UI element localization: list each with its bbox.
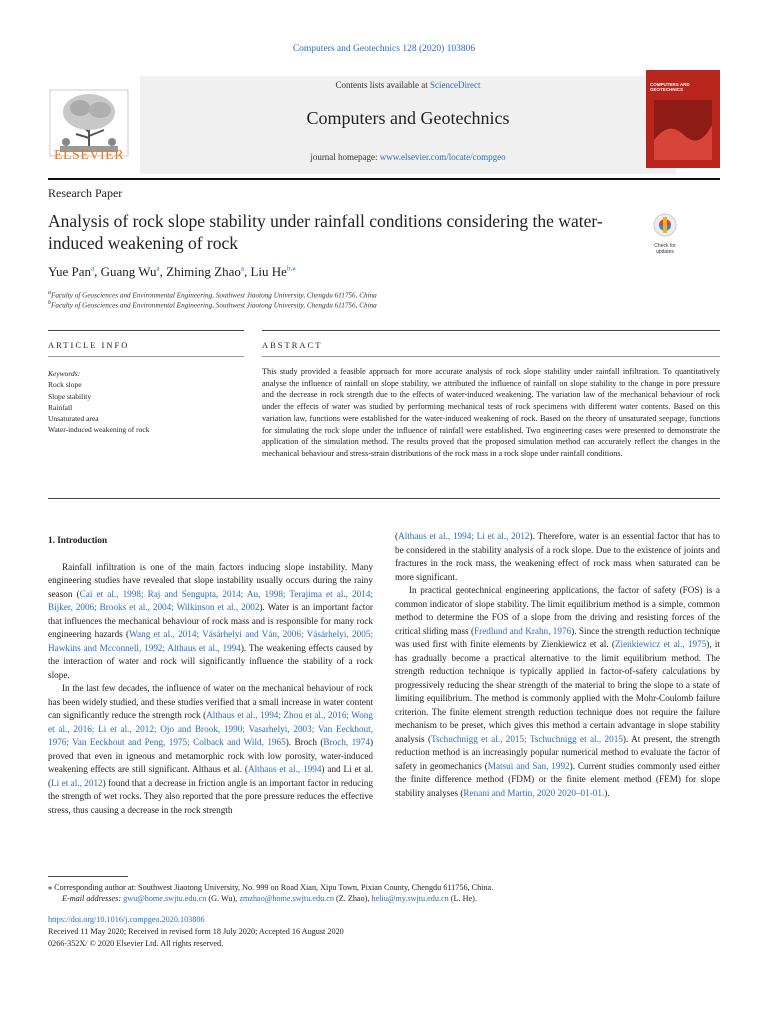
email-link[interactable]: heliu@my.swjtu.edu.cn xyxy=(371,894,449,903)
email-addresses: E-mail addresses: gwu@home.swjtu.edu.cn (G. Wu), zmzhao@home.swjtu.edu.cn (Z. Zhao), heliu@my.swjtu.edu.cn (L. He). xyxy=(62,894,477,903)
keywords-label: Keywords: xyxy=(48,369,81,378)
homepage-line xyxy=(140,152,676,162)
author-name[interactable]: Liu He xyxy=(250,264,287,279)
body-column-left xyxy=(48,534,373,817)
abstract-bottom-rule xyxy=(48,498,720,499)
abstract-heading: ABSTRACT xyxy=(262,340,323,350)
article-info-top-rule xyxy=(48,330,244,331)
author-affiliation-mark[interactable]: b,⁎ xyxy=(286,264,296,273)
text-run: ). xyxy=(604,787,610,798)
doi-text[interactable]: https://doi.org/10.1016/j.compgeo.2020.103806 xyxy=(48,915,205,924)
author-list: Yue Pan$^a$, Guang Wu$^a$, Zhiming Zhao$^a$, Liu $He^{b,⁎}$ xyxy=(48,264,296,279)
author-affiliation-mark[interactable]: a xyxy=(156,264,160,273)
article-info-heading: ARTICLE INFO xyxy=(48,340,130,350)
affiliation-text: Faculty of Geosciences and Environmental Engineering, Southwest Jiaotong University, Chengdu 611756, China xyxy=(51,301,377,310)
journal-cover-image[interactable] xyxy=(646,70,720,168)
citation-link[interactable]: Cai et al., 1998; Raj and Sengupta, 2014; Au, 1998; Terajima et al., 2014; Bijker, 2006; Brooks et al., 2004; Wilkinson et al., 2002 xyxy=(48,588,373,612)
crossmark-icon xyxy=(646,212,684,238)
keyword-item: Unsaturated area xyxy=(48,414,99,424)
corresponding-author-note: ⁎ Corresponding author at: Southwest Jiaotong University, No. 999 on Road Xian, Xipu Town, Pixian County, Chengdu 611756, China. xyxy=(48,883,494,892)
abstract-top-rule xyxy=(262,330,720,331)
citation-link[interactable]: Li et al., 2012 xyxy=(51,777,103,788)
text-run: ( xyxy=(395,531,399,541)
text-run: ). Broch ( xyxy=(285,737,324,747)
journal-reference[interactable]: Computers and Geotechnics 128 (2020) 103806 xyxy=(292,44,476,54)
abstract-sub-rule xyxy=(262,356,720,357)
keywords-block xyxy=(48,368,150,436)
received-dates: Received 11 May 2020; Received in revised form 18 July 2020; Accepted 16 August 2020 xyxy=(48,927,344,936)
text-run: ). Water is an important factor that influences the mechanical behaviour of rock mass and is responsible for many rock engineering hazards ( xyxy=(48,602,373,639)
text-run: ). Therefore, water is an essential factor that has to be considered in the stability analysis of a rock slope. Due to the existence of joints and fractures in the rock mass, the weakening effect of rock mass when saturated can be more significant. xyxy=(395,531,720,582)
cover-title: COMPUTERS AND GEOTECHNICS xyxy=(650,82,690,92)
homepage-prefix: journal homepage: xyxy=(310,152,380,162)
citation-link[interactable]: Althaus et al., 1994 xyxy=(247,764,322,774)
paragraph xyxy=(48,682,373,817)
citation-link[interactable]: Althaus et al., 1994; Zhou et al., 2016; Wong et al., 2016; Li et al., 2012; Ojo and Brook, 1990; Vasarhelyi, 2003; Van Eeckhout, 1976; Van Eeckhout and Peng, 1975; Colback and Wild, 1965 xyxy=(48,710,373,747)
text-run: ). The weakening effects caused by the interaction of water and rock will significantly influence the stability of a rock slope. xyxy=(48,642,373,680)
text-run: ). At present, the strength reduction method is an increasingly popular numerical method to evaluate the factor of safety in geomechanics ( xyxy=(395,733,720,771)
footnote-rule xyxy=(48,876,128,877)
affiliation-mark: a xyxy=(48,290,51,296)
crossmark-label: Check for updates xyxy=(654,243,676,255)
article-info-sub-rule xyxy=(48,356,244,357)
body-column-right xyxy=(395,530,720,800)
text-run: ). Current studies commonly used either the finite difference method (FDM) or the finite element method (FEM) for slope stability analyses ( xyxy=(395,760,720,798)
email-label: E-mail addresses: xyxy=(62,894,124,903)
citation-link[interactable]: Broch, 1974 xyxy=(323,737,370,747)
text-run: ) found that a decrease in friction angle is an important factor in reducing the strength of wet rocks. They also reported that the pore pressure reduces the effective stress, thus causing a decrease in the rock strength xyxy=(48,777,373,815)
citation-link[interactable]: Matsui and San, 1992 xyxy=(487,760,570,771)
contents-prefix: Contents lists available at xyxy=(335,80,430,90)
affiliation-text: Faculty of Geosciences and Environmental Engineering, Southwest Jiaotong University, Chengdu 611756, China xyxy=(51,291,377,300)
check-for-updates-badge[interactable] xyxy=(646,212,684,255)
citation-link[interactable]: Tschuchnigg et al., 2015; Tschuchnigg et al., 2015 xyxy=(431,733,623,744)
email-link[interactable]: zmzhao@home.swjtu.edu.cn xyxy=(239,894,334,903)
homepage-link[interactable]: www.elsevier.com/locate/compgeo xyxy=(379,152,506,162)
publisher-wordmark: ELSEVIER xyxy=(53,148,125,163)
text-run: In practical geotechnical engineering applications, the factor of safety (FOS) is a common indicator of slope stability. The limit equilibrium method is a simple, common method to determine the FOS of a slope from the driving and resisting forces of the critical sliding mass ( xyxy=(395,585,720,636)
citation-link[interactable]: Althaus et al., 1994; Li et al., 2012 xyxy=(398,531,530,541)
text-run: Rainfall infiltration is one of the main factors inducing slope instability. Many engineering studies have revealed that slope instability usually occurs during the rainy season ( xyxy=(48,561,373,599)
author-affiliation-mark[interactable]: a xyxy=(90,264,95,273)
journal-name: Computers and Geotechnics xyxy=(306,108,510,128)
author-name[interactable]: Zhiming Zhao xyxy=(166,264,241,279)
citation-link[interactable]: Fredlund and Krahn, 1976 xyxy=(474,625,572,636)
sciencedirect-link[interactable]: ScienceDirect xyxy=(430,80,481,90)
citation-link[interactable]: Zienkiewicz et al., 1975 xyxy=(614,639,707,649)
text-run: ) and Li et al. ( xyxy=(48,764,373,788)
contents-line xyxy=(140,80,676,90)
text-run: ), it has gradually become a practical alternative to the limit equilibrium method. The strength reduction technique is typically applied in factor-of-safety calculations by progressively reducing the shear strength of the material to bring the slope to a state of limiting equilibrium. The method is commonly applied with the Mohr-Coulomb failure criterion. The finite element strength reduction technique does not require the failure mechanism to be preset, which gives this method a certain advantage in slope stability analysis ( xyxy=(395,639,720,744)
section-heading-introduction: 1. Introduction xyxy=(48,535,108,545)
paragraph xyxy=(395,584,720,800)
journal-banner xyxy=(48,76,720,174)
keyword-item: Rock slope xyxy=(48,380,82,390)
author-name[interactable]: Guang Wu xyxy=(100,264,157,279)
citation-link[interactable]: Renani and Martin, 2020 2020–01-01. xyxy=(463,787,605,798)
keyword-item: Slope stability xyxy=(48,391,92,401)
header-rule xyxy=(48,178,720,180)
text-run: ) proved that even in igneous and metamorphic rock with low porosity, water-induced weakening effects are still significant. Althaus et al. ( xyxy=(48,737,374,774)
affiliation-b xyxy=(48,300,377,309)
cover-graphic xyxy=(654,100,712,160)
banner-center xyxy=(140,76,676,174)
keyword-item: Rainfall xyxy=(48,402,73,412)
paragraph xyxy=(48,561,373,683)
affiliation-mark: b xyxy=(48,300,51,306)
author-affiliation-mark[interactable]: a xyxy=(240,264,244,273)
article-title: Analysis of rock slope stability under rainfall conditions considering the water-induced weakening of rock xyxy=(48,211,603,253)
abstract-text: This study provided a feasible approach for more accurate analysis of rock slope stability under rainfall infiltration. To quantitatively analyse the influence of rainfall on slope stability, we attributed the influence of rainfall on slope stability to the change in pore pressure and the decrease in rock strength due to the effects of water-induced weakening. The variation law of the mechanical behaviour of rock under the effects of water was studied by performing mechanical tests of rock specimens with different water contents. Based on this variation law, functions were established for the water-induced weakening of rock. Based on the theory of unsaturated seepage, functions for simulating the rock slope under the influence of rainfall were established. Two engineering cases were presented to demonstrate the application of the simulation method. The results proved that the proposed simulation method can accurately reflect the changes in the mechanical behaviour and stress-strain distributions of the rock mass in a rock slope under rainfall conditions. xyxy=(262,367,720,458)
copyright: 0266-352X/ © 2020 Elsevier Ltd. All rights reserved. xyxy=(48,939,224,948)
keyword-item: Water-induced weakening of rock xyxy=(48,425,150,435)
doi-link[interactable] xyxy=(48,914,205,926)
author-name[interactable]: Yue Pan xyxy=(48,264,91,279)
paragraph xyxy=(395,530,720,584)
affiliation-a xyxy=(48,290,377,299)
citation-link[interactable]: Wang et al., 2014; Vásárhelyi and Ván, 2006; Vásárhelyi, 2005; Hawkins and Mcconnell, 1992; Althaus et al., 1994 xyxy=(48,629,373,653)
article-type: Research Paper xyxy=(48,186,123,200)
email-link[interactable]: gwu@home.swjtu.edu.cn xyxy=(123,894,207,903)
text-run: ). Since the strength reduction technique was used first with finite elements by Zienkiewicz et al. ( xyxy=(395,625,720,649)
text-run: In the last few decades, the influence of water on the mechanical behaviour of rock has been widely studied, and these studies verified that a small increase in water content can significantly reduce the strength rock ( xyxy=(48,683,373,720)
